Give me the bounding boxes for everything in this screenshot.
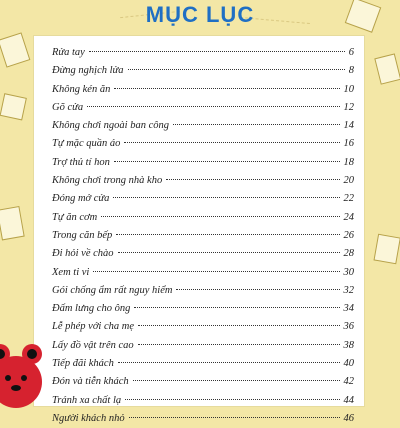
toc-entry[interactable] xyxy=(52,355,354,373)
paper-note-icon xyxy=(372,50,400,90)
leader-dots xyxy=(118,361,340,363)
paper-note-icon xyxy=(0,30,34,70)
toc-entry-label: Đón và tiễn khách xyxy=(52,376,129,388)
paper-note-icon xyxy=(0,90,32,126)
toc-entry[interactable] xyxy=(52,190,354,208)
toc-entry-label: Gói chống ẩm rất nguy hiểm xyxy=(52,284,173,296)
toc-entry-page: 10 xyxy=(343,83,354,95)
leader-dots xyxy=(118,251,340,253)
toc-entry-page: 44 xyxy=(343,394,354,406)
toc-entry-page: 18 xyxy=(343,156,354,168)
toc-entry-page: 24 xyxy=(343,211,354,223)
toc-entry-label: Đấm lưng cho ông xyxy=(52,303,131,315)
toc-entry-label: Lễ phép với cha mẹ xyxy=(52,321,134,333)
paper-note-icon xyxy=(0,200,32,250)
paper-note-icon xyxy=(370,230,400,270)
toc-entry[interactable] xyxy=(52,117,354,135)
toc-entry[interactable] xyxy=(52,44,354,62)
toc-entry-page: 30 xyxy=(343,266,354,278)
toc-entry-label: Tránh xa chất lạ xyxy=(52,394,122,406)
toc-entry[interactable] xyxy=(52,373,354,391)
leader-dots xyxy=(173,123,339,125)
leader-dots xyxy=(138,343,340,345)
leader-dots xyxy=(124,141,339,143)
leader-dots xyxy=(166,178,339,180)
toc-entry-label: Đừng nghịch lửa xyxy=(52,65,124,77)
toc-entry-label: Tự mặc quần áo xyxy=(52,138,121,150)
toc-entry-label: Không chơi ngoài ban công xyxy=(52,120,170,132)
toc-entry[interactable] xyxy=(52,209,354,227)
toc-entry-page: 14 xyxy=(343,120,354,132)
leader-dots xyxy=(125,398,339,400)
toc-entry-label: Xem ti vi xyxy=(52,266,90,278)
toc-entry[interactable] xyxy=(52,337,354,355)
page-title: MỤC LỤC xyxy=(145,2,255,27)
toc-entry-page: 22 xyxy=(343,193,354,205)
toc-entry[interactable] xyxy=(52,154,354,172)
toc-entry[interactable] xyxy=(52,172,354,190)
toc-entry[interactable] xyxy=(52,81,354,99)
toc-entry-label: Không kén ăn xyxy=(52,83,111,95)
toc-entry[interactable] xyxy=(52,135,354,153)
toc-entry-label: Trợ thủ tí hon xyxy=(52,156,110,168)
toc-entry-label: Đóng mở cửa xyxy=(52,193,110,205)
toc-entry[interactable] xyxy=(52,300,354,318)
toc-entry-page: 6 xyxy=(348,47,354,58)
leader-dots xyxy=(93,270,339,272)
toc-entry-page: 40 xyxy=(343,358,354,370)
leader-dots xyxy=(89,50,345,52)
toc-entry-page: 34 xyxy=(343,303,354,315)
toc-entry-page: 12 xyxy=(343,101,354,113)
leader-dots xyxy=(134,306,339,308)
table-of-contents xyxy=(52,44,354,428)
leader-dots xyxy=(87,105,339,107)
leader-dots xyxy=(116,233,339,235)
toc-entry[interactable] xyxy=(52,282,354,300)
toc-entry-label: Rửa tay xyxy=(52,47,85,58)
toc-entry[interactable] xyxy=(52,245,354,263)
leader-dots xyxy=(138,324,340,326)
toc-entry-label: Người khách nhỏ xyxy=(52,412,125,424)
toc-entry-page: 32 xyxy=(343,284,354,296)
toc-entry[interactable] xyxy=(52,318,354,336)
toc-entry-page: 8 xyxy=(348,65,354,77)
toc-entry-page: 28 xyxy=(343,248,354,260)
leader-dots xyxy=(113,196,339,198)
toc-entry-label: Không chơi trong nhà kho xyxy=(52,175,163,187)
toc-entry-page: 46 xyxy=(343,412,354,424)
toc-entry-label: Trong căn bếp xyxy=(52,229,113,241)
toc-entry-page: 38 xyxy=(343,339,354,351)
leader-dots xyxy=(129,416,340,418)
toc-entry[interactable] xyxy=(52,227,354,245)
toc-entry-page: 20 xyxy=(343,175,354,187)
toc-entry[interactable] xyxy=(52,410,354,428)
toc-entry-label: Tự ăn cơm xyxy=(52,211,98,223)
leader-dots xyxy=(114,160,340,162)
toc-entry[interactable] xyxy=(52,99,354,117)
toc-entry-label: Lấy đồ vật trên cao xyxy=(52,339,134,351)
toc-entry-page: 36 xyxy=(343,321,354,333)
toc-entry-label: Gõ cửa xyxy=(52,101,84,113)
toc-entry[interactable] xyxy=(52,392,354,410)
toc-entry-page: 26 xyxy=(343,229,354,241)
toc-entry[interactable] xyxy=(52,264,354,282)
toc-entry-page: 42 xyxy=(343,376,354,388)
leader-dots xyxy=(133,379,340,381)
leader-dots xyxy=(101,215,339,217)
leader-dots xyxy=(114,87,339,89)
leader-dots xyxy=(128,68,345,70)
leader-dots xyxy=(176,288,339,290)
toc-entry-page: 16 xyxy=(343,138,354,150)
toc-entry-label: Đi hỏi về chào xyxy=(52,248,114,260)
toc-entry[interactable] xyxy=(52,62,354,80)
toc-entry-label: Tiếp đãi khách xyxy=(52,358,114,370)
